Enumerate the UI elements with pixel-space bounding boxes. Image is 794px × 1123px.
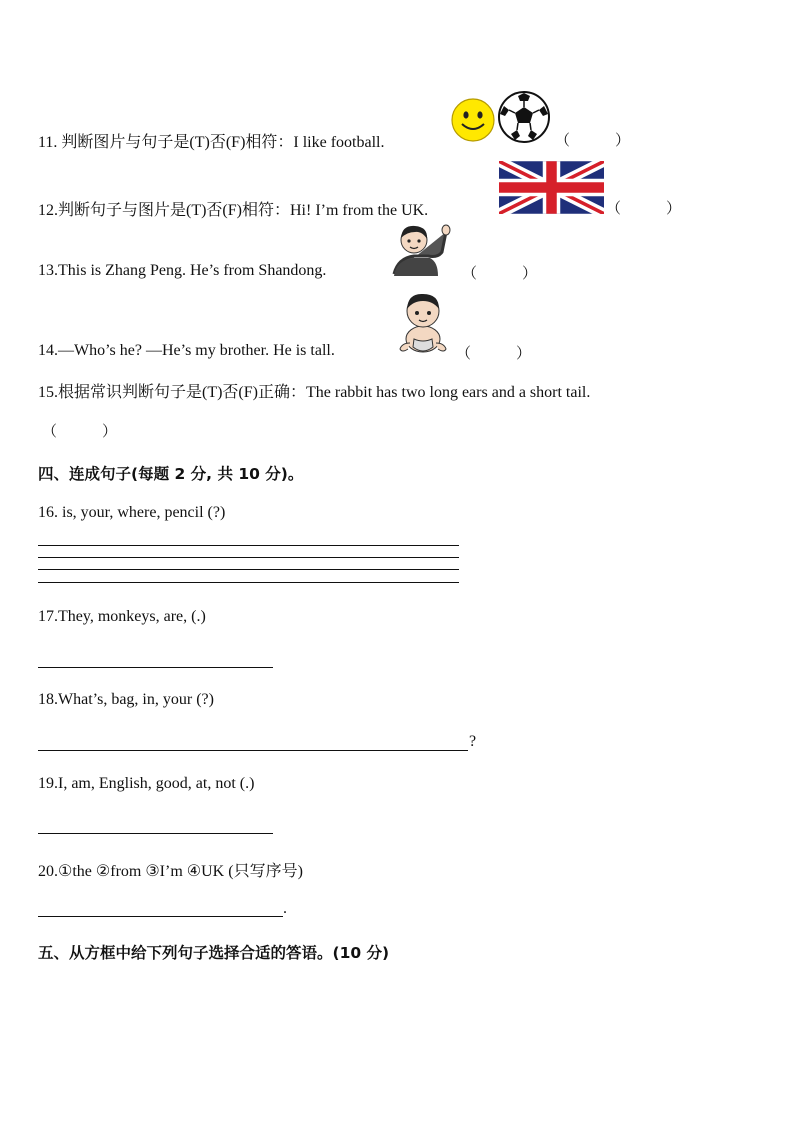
question-15 bbox=[38, 379, 590, 402]
answer-blank-12[interactable]: （ ） bbox=[606, 201, 682, 217]
question-17: 17.They, monkeys, are, (.) bbox=[38, 608, 206, 625]
answer-line-16b[interactable] bbox=[38, 557, 459, 558]
question-12 bbox=[38, 197, 428, 220]
answer-blank-13[interactable]: （ ） bbox=[462, 266, 538, 282]
answer-blank-15[interactable]: （ ） bbox=[42, 424, 118, 440]
answer-line-18[interactable] bbox=[38, 750, 468, 751]
question-16: 16. is, your, where, pencil (?) bbox=[38, 504, 226, 521]
answer-blank-11[interactable]: （ ） bbox=[555, 133, 631, 149]
question-19: 19.I, am, English, good, at, not (.) bbox=[38, 775, 255, 792]
soccer-ball-icon bbox=[497, 90, 551, 144]
answer-line-16d[interactable] bbox=[38, 582, 459, 583]
question-11 bbox=[38, 129, 384, 152]
question-15-text: 15.根据常识判断句子是(T)否(F)正确：The rabbit has two long ears and a short tail. bbox=[38, 384, 591, 401]
baby-boy-icon bbox=[396, 289, 450, 357]
question-13-text: 13.This is Zhang Peng. He’s from Shandong. bbox=[38, 262, 327, 279]
section-4-heading: 四、连成句子(每题 2 分, 共 10 分)。 bbox=[38, 465, 304, 483]
question-12-text: 12.判断句子与图片是(T)否(F)相符：Hi! I’m from the UK. bbox=[38, 202, 429, 219]
question-20: 20.①the ②from ③I’m ④UK (只写序号) bbox=[38, 863, 303, 880]
answer-line-16c[interactable] bbox=[38, 569, 459, 570]
answer-line-20[interactable] bbox=[38, 916, 283, 917]
uk-flag-icon bbox=[499, 161, 604, 214]
question-11-text: 11. 判断图片与句子是(T)否(F)相符：I like football. bbox=[38, 134, 385, 151]
answer-end-mark-20: . bbox=[283, 900, 287, 917]
question-14-text: 14.—Who’s he? —He’s my brother. He is tall. bbox=[38, 342, 335, 359]
answer-line-19[interactable] bbox=[38, 833, 273, 834]
question-13 bbox=[38, 262, 326, 280]
answer-blank-14[interactable]: （ ） bbox=[456, 346, 532, 362]
section-5-heading: 五、从方框中给下列句子选择合适的答语。(10 分) bbox=[38, 944, 390, 962]
boy-waving-icon bbox=[388, 222, 454, 278]
question-14 bbox=[38, 342, 335, 360]
answer-line-16a[interactable] bbox=[38, 545, 459, 546]
question-18: 18.What’s, bag, in, your (?) bbox=[38, 691, 214, 708]
answer-line-17[interactable] bbox=[38, 667, 273, 668]
answer-end-mark-18: ? bbox=[469, 733, 477, 750]
smiley-face-icon bbox=[450, 97, 496, 143]
